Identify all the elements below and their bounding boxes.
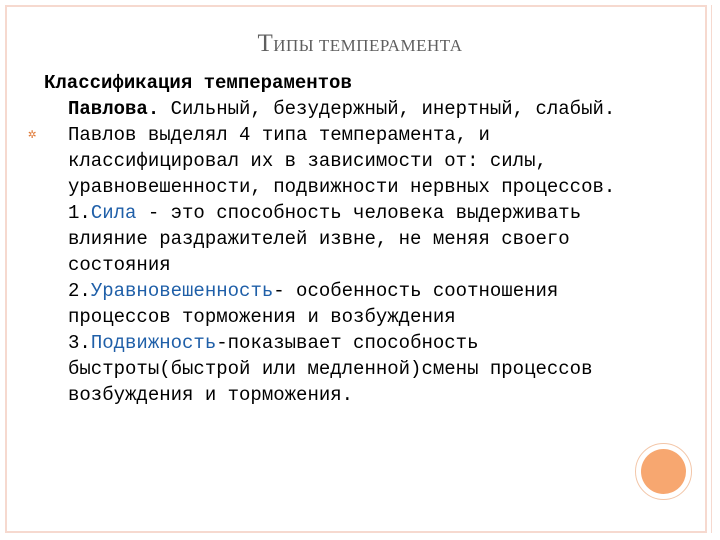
- slide-body: [28, 70, 624, 408]
- paragraph-pavlov: [28, 122, 624, 408]
- classification-heading: Классификация темпераментов: [44, 72, 352, 94]
- item1-num: 1.: [68, 202, 91, 224]
- gear-bullet-icon: ✲: [28, 127, 37, 143]
- pavlov-intro: Павлов выделял 4 типа темперамента, и классифицировал их в зависимости от: силы, уравновешенности, подвижности нервных процессов.: [68, 124, 616, 198]
- classification-text: Сильный, безудержный, инертный, слабый.: [159, 98, 616, 120]
- paragraph-classification: [44, 70, 624, 122]
- item3-text: -показывает способность быстроты(быстрой или медленной)смены процессов возбуждения и торможения.: [68, 332, 593, 406]
- item2-num: 2.: [68, 280, 91, 302]
- item1-term: Сила: [90, 202, 137, 224]
- classification-author: Павлова.: [68, 98, 160, 120]
- item2-text: - особенность соотношения процессов торможения и возбуждения: [68, 280, 559, 328]
- item3-num: 3.: [68, 332, 91, 354]
- decorative-circle: [641, 449, 686, 494]
- item3-term: Подвижность: [90, 332, 217, 354]
- slide-title: ТИПЫ ТЕМПЕРАМЕНТА: [257, 30, 463, 57]
- item2-term: Уравновешенность: [90, 280, 274, 302]
- item1-text: - это способность человека выдерживать влияние раздражителей извне, не меняя своего состояния: [68, 202, 582, 276]
- slide-frame-line: [711, 5, 712, 533]
